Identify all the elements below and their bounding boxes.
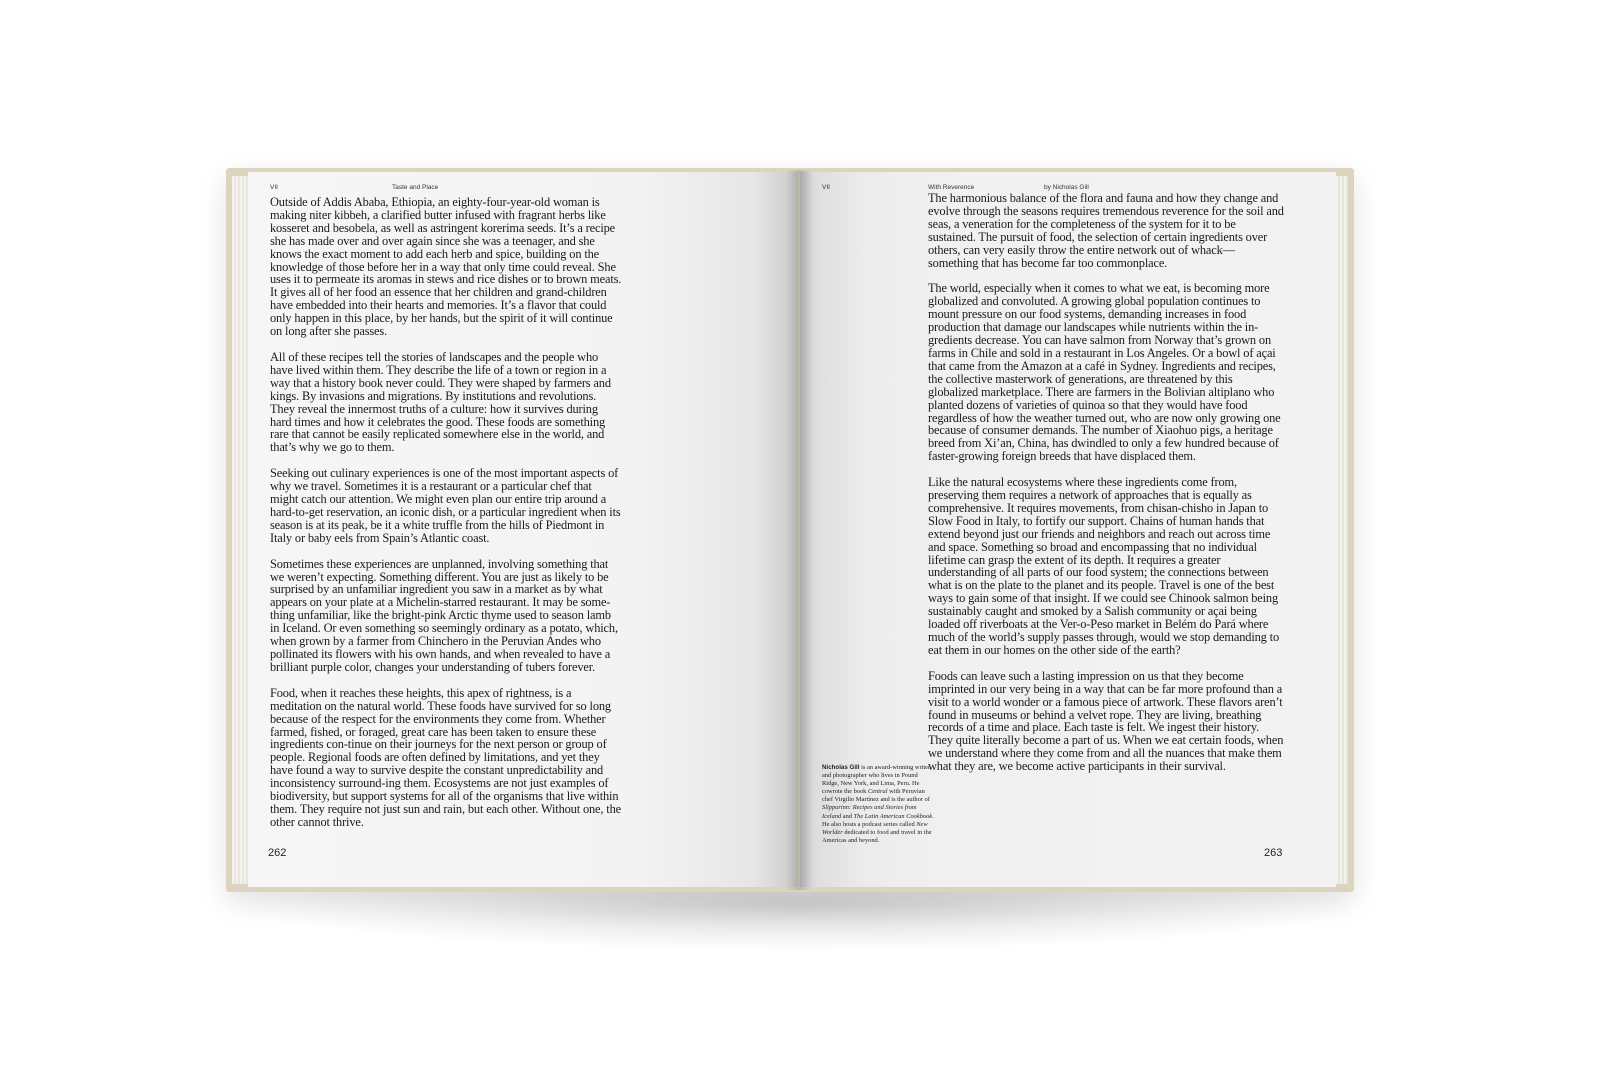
paragraph: The world, especially when it comes to what we eat, is becoming more globalized and convoluted. A growing global population continues to mount pressure on our food systems, demanding increases in food production that damage our landscapes while nutrients within the in-gredients decrease. You can have salmon from Norway that’s grown on farms in Chile and sold in a restaurant in Los Angeles. Or a bowl of açai that came from the Amazon at a café in Sydney. Ingredients and recipes, the collective masterwork of generations, are threatened by this globalized marketplace. There are farmers in the Bolivian altiplano who planted dozens of varieties of quinoa so that they would have food regardless of how the weather turned out, who are now only growing one because of consumer demands. The number of Xiaohuo pigs, a heritage breed from Xi’an, China, has dwindled to only a few hundred because of faster-growing foreign breeds that have displaced them. bbox=[928, 281, 1281, 464]
paragraph: Seeking out culinary experiences is one of the most important aspects of why we travel. Sometimes it is a restaurant or a particular chef that might catch our attention. We might even plan our entire trip around a hard-to-get reservation, an iconic dish, or a particular ingredient when its season is at its peak, be it a white truffle from the hills of Piedmont in Italy or baby eels from Spain’s Atlantic coast. bbox=[270, 466, 621, 545]
author-bio bbox=[822, 764, 934, 845]
right-body-text bbox=[928, 192, 1284, 786]
bio-text: with Peruvian chef Virgilio Martínez and is the author of bbox=[822, 788, 930, 804]
bio-text: and bbox=[841, 812, 854, 820]
book-title: Central bbox=[867, 788, 888, 796]
page-number-right: 263 bbox=[1264, 847, 1283, 859]
paragraph: Food, when it reaches these heights, this apex of rightness, is a meditation on the natural world. These foods have survived for so long because of the respect for the environments they come from. Whether farmed, fished, or foraged, great care has been taken to ensure these ingredients con-tinue on their journeys for the next person or group of people. Regional foods are often defined by limitations, and yet they have found a way to survive despite the constant unpredictability and inconsistency surround-ing them. Ecosystems are not just examples of biodiversity, but support systems for all of the organisms that live within them. They require not just sun and rain, but each other. Without one, the other cannot thrive. bbox=[270, 685, 621, 829]
right-running-head: With Reverence bbox=[928, 184, 975, 191]
paragraph: All of these recipes tell the stories of landscapes and the people who have lived within them. They describe the life of a town or region in a way that a history book never could. They were shaped by farmers and kings. By invasions and migrations. By institutions and revolutions. They reveal the innermost truths of a culture: how it survives during hard times and how it celebrates the good. These foods are something rare that cannot be easily replicated somewhere else in the world, and that’s why we go to them. bbox=[270, 349, 611, 455]
bio-text: . He also hosts a podcast series called bbox=[822, 812, 934, 828]
book-title: The Latin American Cookbook bbox=[853, 812, 933, 820]
author-name: Nicholas Gill bbox=[822, 764, 860, 771]
paragraph: Sometimes these experiences are unplanned, involving something that we weren’t expecting. Something different. You are just as likely to be surprised by an unfamiliar ingredient you saw in a market as by what appears on your plate at a Michelin-starred restaurant. It may be some-thing unfamiliar, like the bright-pink Arctic thyme used to season lamb in Iceland. Or even something so seemingly ordinary as a potato, which, when grown by a farmer from Chinchero in the Peruvian Andes who pollinated its flowers with his own hands, and when revealed to have a brilliant purple color, changes your understanding of tubers forever. bbox=[270, 556, 618, 674]
page-number-left: 262 bbox=[268, 847, 287, 859]
podcast-title: New Worlder bbox=[822, 820, 928, 836]
paragraph: Outside of Addis Ababa, Ethiopia, an eighty-four-year-old woman is making niter kibbeh, a clarified butter infused with fragrant herbs like kosseret and besobela, as well as astringent korerima seeds. It’s a recipe she has made over and over again since she was a teenager, and she knows the exact moment to add each herb and spice, building on the knowledge of those before her in a way that only time could reveal. She uses it to permeate its aromas in stews and rice dishes or to brown meats. It gives all of her food an essence that her children and grand-children have embedded into their hearts and memories. It’s a flavor that could only happen in this place, by her hands, but the spirit of it will continue on long after she passes. bbox=[270, 195, 622, 339]
book-gutter bbox=[786, 170, 812, 890]
bio-text: is an award-winning writer and photographer who lives in Pound Ridge, New York, and Lima, Peru. He cowrote the book bbox=[822, 764, 931, 796]
paragraph: The harmonious balance of the flora and fauna and how they change and evolve through the seasons requires tremendous reverence for the soil and seas, a veneration for the completeness of the system for it to be sustained. The pursuit of food, the selection of certain ingredients over others, can very easily throw the entire network out of whack—something that has become far too commonplace. bbox=[928, 191, 1284, 270]
left-running-head: Taste and Place bbox=[392, 184, 439, 191]
left-page bbox=[248, 172, 798, 887]
left-body-text bbox=[270, 196, 622, 842]
byline: by Nicholas Gill bbox=[1044, 184, 1089, 191]
bio-text: dedicated to food and travel in the Americas and beyond. bbox=[822, 828, 932, 844]
paragraph: Like the natural ecosystems where these ingredients come from, preserving them requires a network of approaches that is equally as comprehensive. It requires movements, from chisan-chisho in Japan to Slow Food in Italy, to fortify our support. Chains of human hands that extend beyond just our friends and neighbors and reach out across time and space. Something so broad and encompassing that no individual lifetime can grasp the extent of its depth. It requires a greater understanding of all parts of our food system; the connections between what is on the plate to the planet and its people. Travel is one of the best ways to gain some of that insight. If we could see Chinook salmon being sustainably caught and smoked by a Salish community or açai being loaded off riverboats at the Ver-o-Peso market in Belém do Pará where much of the world’s supply passes through, would we stop demanding to eat them in our homes on the other side of the earth? bbox=[928, 475, 1280, 657]
right-page bbox=[800, 172, 1336, 887]
book-title: Slippurinn: Recipes and Stories from Iceland bbox=[822, 804, 917, 820]
paragraph: Foods can leave such a lasting impression on us that they become imprinted in our very being in a way that can be far more profound than a visit to a world wonder or a famous piece of artwork. These flavors aren’t found in museums or behind a velvet rope. They are living, breathing records of a time and place. Each taste is felt. We ingest their history. They quite literally become a part of us. When we eat certain foods, when we understand where they come from and all the nuances that make them what they are, we become active participants in their survival. bbox=[928, 668, 1284, 774]
left-section-number: VII bbox=[270, 184, 278, 191]
right-section-number: VII bbox=[822, 184, 830, 191]
